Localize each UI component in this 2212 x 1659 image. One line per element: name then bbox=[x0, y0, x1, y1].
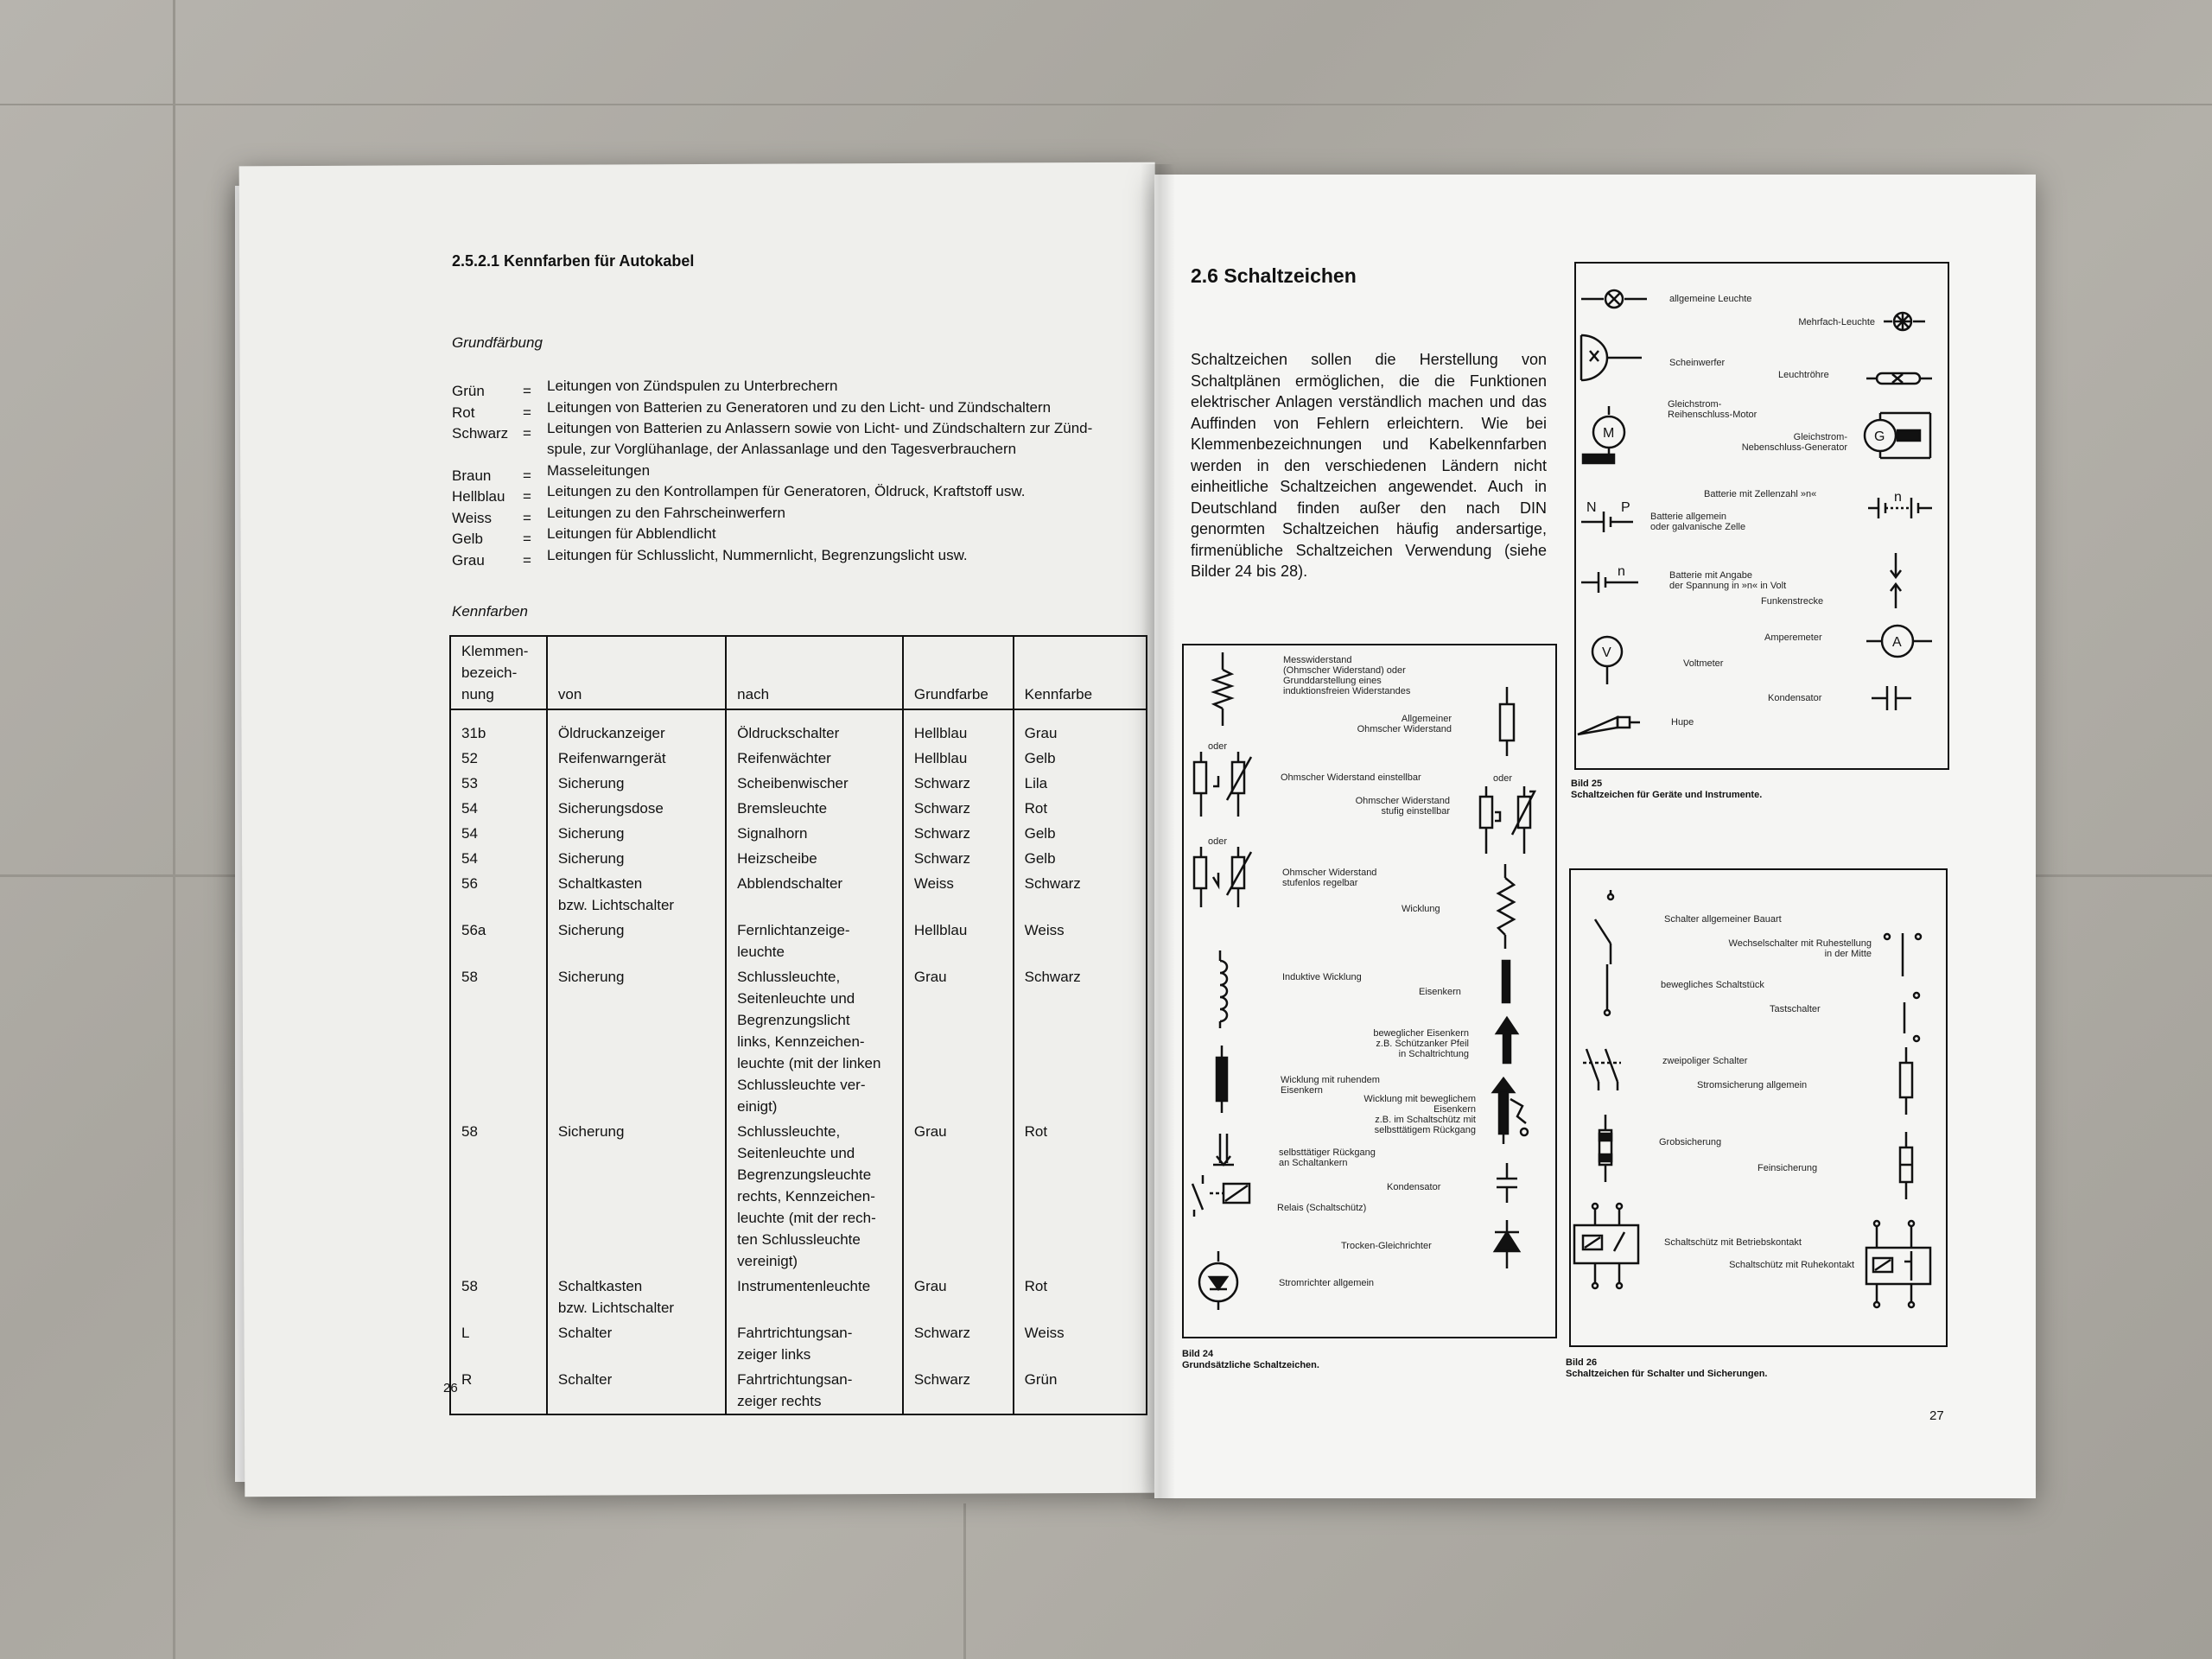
headlight-symbol bbox=[1578, 332, 1647, 384]
battery-n-pole-label: N bbox=[1586, 500, 1597, 515]
table-row bbox=[450, 771, 1147, 796]
battery-cells-symbol bbox=[1868, 489, 1937, 524]
table-cell: 54 bbox=[450, 821, 547, 846]
table-header-cell: Grundfarbe bbox=[903, 636, 1014, 709]
label-batterie-allgemein: Batterie allgemein oder galvanische Zelle bbox=[1650, 512, 1746, 532]
push-switch-symbol bbox=[1894, 987, 1929, 1047]
label-allgemeine-leuchte: allgemeine Leuchte bbox=[1669, 294, 1752, 304]
ammeter-a-label: A bbox=[1892, 635, 1902, 650]
label-schalter-allgemein: Schalter allgemeiner Bauart bbox=[1664, 914, 1782, 925]
table-cell: Sicherungsdose bbox=[547, 796, 726, 821]
usage-description: Leitungen zu den Kontrollampen für Generatoren, Öldruck, Kraftstoff usw. bbox=[547, 483, 1026, 499]
table-row bbox=[450, 746, 1147, 771]
table-row bbox=[450, 1119, 1147, 1274]
label-motor: Gleichstrom- Reihenschluss-Motor bbox=[1668, 399, 1758, 420]
capacitor-symbol-fig24 bbox=[1493, 1163, 1524, 1206]
coarse-fuse-symbol bbox=[1595, 1115, 1621, 1184]
label-oder-3: oder bbox=[1208, 836, 1228, 847]
label-mehrfach-leuchte: Mehrfach-Leuchte bbox=[1798, 317, 1875, 327]
figure-25-caption bbox=[1571, 779, 1762, 801]
label-induktive-wicklung: Induktive Wicklung bbox=[1282, 972, 1362, 982]
fluorescent-tube-symbol bbox=[1866, 370, 1936, 387]
table-cell: Weiss bbox=[1014, 918, 1147, 964]
page-number-left: 26 bbox=[443, 1381, 458, 1395]
color-name: Rot bbox=[452, 404, 475, 421]
label-widerstand-stufenlos: Ohmscher Widerstand stufenlos regelbar bbox=[1282, 868, 1377, 888]
usage-description: Leitungen von Batterien zu Generatoren und zu den Licht- und Zündschaltern bbox=[547, 398, 1052, 416]
table-cell: 54 bbox=[450, 796, 547, 821]
table-cell: 52 bbox=[450, 746, 547, 771]
figure-24-caption bbox=[1182, 1349, 1319, 1371]
table-cell: Reifenwarngerät bbox=[547, 746, 726, 771]
table-cell: Schwarz bbox=[903, 796, 1014, 821]
equals-sign: = bbox=[523, 467, 531, 484]
movable-iron-core-symbol bbox=[1493, 1018, 1524, 1066]
usage-description: Leitungen für Abblendlicht bbox=[547, 525, 716, 542]
label-voltmeter: Voltmeter bbox=[1683, 658, 1724, 669]
page-number-right: 27 bbox=[1929, 1408, 1944, 1423]
label-batterie-zellenzahl: Batterie mit Zellenzahl »n« bbox=[1704, 489, 1817, 499]
label-feinsicherung: Feinsicherung bbox=[1758, 1163, 1818, 1173]
label-grobsicherung: Grobsicherung bbox=[1659, 1137, 1722, 1147]
adjustable-resistor-symbol bbox=[1191, 752, 1260, 830]
kennfarben-heading: Kennfarben bbox=[452, 603, 528, 620]
usage-description: Leitungen zu den Fahrscheinwerfern bbox=[547, 504, 785, 521]
table-cell: Schwarz bbox=[1014, 871, 1147, 918]
winding-symbol bbox=[1495, 864, 1521, 950]
section-title-left: 2.5.2.1 Kennfarben für Autokabel bbox=[452, 252, 695, 270]
horn-symbol bbox=[1576, 709, 1645, 740]
measuring-resistor-symbol bbox=[1210, 652, 1244, 730]
table-cell: Schalter bbox=[547, 1320, 726, 1367]
label-schaltstueck: bewegliches Schaltstück bbox=[1661, 980, 1764, 990]
table-cell: Scheibenwischer bbox=[726, 771, 903, 796]
table-cell: Schwarz bbox=[903, 846, 1014, 871]
figure-25-caption-title: Bild 25 bbox=[1571, 779, 1603, 789]
battery-n-label: n bbox=[1894, 490, 1902, 505]
floor-tile-joint bbox=[963, 1503, 966, 1659]
table-cell: Rot bbox=[1014, 1274, 1147, 1320]
equals-sign: = bbox=[523, 425, 531, 442]
table-cell: Sicherung bbox=[547, 1119, 726, 1274]
table-cell: 58 bbox=[450, 964, 547, 1119]
usage-description: Leitungen von Zündspulen zu Unterbrechern bbox=[547, 378, 838, 394]
table-cell: Schalter bbox=[547, 1367, 726, 1414]
table-cell: Lila bbox=[1014, 771, 1147, 796]
color-name: Hellblau bbox=[452, 488, 505, 505]
table-cell: Öldruckschalter bbox=[726, 709, 903, 746]
winding-movable-core-symbol bbox=[1486, 1078, 1538, 1147]
figure-25-caption-text: Schaltzeichen für Geräte und Instrumente. bbox=[1571, 790, 1763, 800]
table-cell: Schwarz bbox=[903, 1320, 1014, 1367]
label-relais: Relais (Schaltschütz) bbox=[1277, 1203, 1367, 1213]
table-row bbox=[450, 964, 1147, 1119]
color-name: Grün bbox=[452, 383, 485, 399]
table-row bbox=[450, 846, 1147, 871]
usage-description: Leitungen für Schlusslicht, Nummernlicht, Begrenzungslicht usw. bbox=[547, 546, 968, 563]
equals-sign: = bbox=[523, 383, 531, 399]
generator-g-label: G bbox=[1874, 429, 1885, 444]
label-amperemeter: Amperemeter bbox=[1764, 632, 1822, 643]
table-cell: 56a bbox=[450, 918, 547, 964]
label-tastschalter: Tastschalter bbox=[1770, 1004, 1821, 1014]
lamp-general-symbol bbox=[1581, 289, 1650, 309]
table-header-row bbox=[450, 636, 1147, 709]
spark-gap-symbol bbox=[1884, 553, 1910, 608]
table-cell: Bremsleuchte bbox=[726, 796, 903, 821]
figure-26-caption bbox=[1566, 1357, 1768, 1380]
section-title-right: 2.6 Schaltzeichen bbox=[1191, 264, 1357, 287]
label-oder-2: oder bbox=[1493, 773, 1513, 784]
battery-voltage-n-label: n bbox=[1618, 564, 1625, 579]
table-cell: Sicherung bbox=[547, 771, 726, 796]
equals-sign: = bbox=[523, 404, 531, 421]
color-name: Weiss bbox=[452, 509, 492, 526]
table-cell: Weiss bbox=[903, 871, 1014, 918]
table-header-cell: Kennfarbe bbox=[1014, 636, 1147, 709]
equals-sign: = bbox=[523, 488, 531, 505]
label-ruhekontakt: Schaltschütz mit Ruhekontakt bbox=[1729, 1260, 1854, 1270]
label-leuchtroehre: Leuchtröhre bbox=[1778, 370, 1829, 380]
iron-core-symbol bbox=[1497, 961, 1522, 1013]
multi-lamp-symbol bbox=[1884, 311, 1936, 332]
equals-sign: = bbox=[523, 531, 531, 547]
label-wicklung-beweglich: Wicklung mit beweglichem Eisenkern z.B. im Schaltschütz mit selbsttätigem Rückgang bbox=[1363, 1094, 1476, 1135]
table-cell: Schaltkasten bzw. Lichtschalter bbox=[547, 871, 726, 918]
table-cell: Sicherung bbox=[547, 964, 726, 1119]
body-paragraph: Schaltzeichen sollen die Herstellung von Schaltplänen ermöglichen, die die Funktionen elektrischer Anlagen verständlich machen und das Auffinden von Fehlern erleichtern. Wie bei Klemmenbezeichnungen und Kabelkennfarben werden in den verschiedenen Ländern nicht einheitliche Schaltzeichen angewendet. Auch in Deutschland finden außer den nach DIN genormten Schaltzeichen häufig andersartige, firmenübliche Schaltzeichen Verwendung (siehe Bilder 24 bis 28). bbox=[1191, 351, 1547, 580]
figure-24-caption-title: Bild 24 bbox=[1182, 1349, 1214, 1359]
table-cell: Schlussleuchte, Seitenleuchte und Begrenzungslicht links, Kennzeichen- leuchte (mit der linken Schlussleuchte ver- einigt) bbox=[726, 964, 903, 1119]
table-cell: 58 bbox=[450, 1119, 547, 1274]
table-cell: Fahrtrichtungsan- zeiger rechts bbox=[726, 1367, 903, 1414]
label-wicklung-ruhend: Wicklung mit ruhendem Eisenkern bbox=[1281, 1075, 1380, 1096]
table-cell: 56 bbox=[450, 871, 547, 918]
label-stromsicherung: Stromsicherung allgemein bbox=[1697, 1080, 1808, 1090]
two-pole-switch-symbol bbox=[1580, 1033, 1640, 1094]
equals-sign: = bbox=[523, 509, 531, 526]
table-cell: Rot bbox=[1014, 1119, 1147, 1274]
table-cell: Hellblau bbox=[903, 709, 1014, 746]
usage-description: Masseleitungen bbox=[547, 461, 651, 479]
table-cell: Signalhorn bbox=[726, 821, 903, 846]
label-widerstand-stufig: Ohmscher Widerstand stufig einstellbar bbox=[1355, 796, 1450, 817]
table-cell: Grau bbox=[903, 1119, 1014, 1274]
figure-26-caption-title: Bild 26 bbox=[1566, 1357, 1598, 1368]
table-cell: Schwarz bbox=[903, 1367, 1014, 1414]
table-row bbox=[450, 1274, 1147, 1320]
label-widerstand-einstellbar: Ohmscher Widerstand einstellbar bbox=[1281, 772, 1421, 783]
table-cell: L bbox=[450, 1320, 547, 1367]
voltmeter-v-label: V bbox=[1602, 645, 1611, 660]
table-cell: Fahrtrichtungsan- zeiger links bbox=[726, 1320, 903, 1367]
table-row bbox=[450, 709, 1147, 746]
table-row bbox=[450, 1367, 1147, 1414]
dc-generator-symbol bbox=[1863, 410, 1941, 470]
table-cell: Sicherung bbox=[547, 821, 726, 846]
label-hupe: Hupe bbox=[1671, 717, 1694, 728]
table-cell: 54 bbox=[450, 846, 547, 871]
color-name: Gelb bbox=[452, 531, 483, 547]
table-cell: Grau bbox=[903, 1274, 1014, 1320]
table-cell: Schaltkasten bzw. Lichtschalter bbox=[547, 1274, 726, 1320]
label-generator: Gleichstrom- Nebenschluss-Generator bbox=[1741, 432, 1847, 453]
table-cell: Grün bbox=[1014, 1367, 1147, 1414]
label-scheinwerfer: Scheinwerfer bbox=[1669, 358, 1726, 368]
winding-fixed-core-symbol bbox=[1208, 1046, 1243, 1115]
relay-symbol bbox=[1184, 1166, 1262, 1218]
table-cell: Reifenwächter bbox=[726, 746, 903, 771]
table-cell: 53 bbox=[450, 771, 547, 796]
switch-general-symbol bbox=[1590, 890, 1624, 968]
battery-voltage-symbol bbox=[1581, 563, 1650, 598]
table-cell: Weiss bbox=[1014, 1320, 1147, 1367]
table-cell: Sicherung bbox=[547, 918, 726, 964]
table-row bbox=[450, 918, 1147, 964]
stepped-resistor-symbol bbox=[1474, 786, 1543, 860]
kennfarben-table bbox=[449, 635, 1147, 1415]
table-row bbox=[450, 796, 1147, 821]
label-wechselschalter: Wechselschalter mit Ruhestellung in der Mitte bbox=[1728, 938, 1872, 959]
label-funkenstrecke: Funkenstrecke bbox=[1761, 596, 1824, 607]
label-beweglicher-eisenkern: beweglicher Eisenkern z.B. Schützanker Pfeil in Schaltrichtung bbox=[1373, 1028, 1469, 1059]
label-oder-1: oder bbox=[1208, 741, 1228, 752]
dc-motor-symbol bbox=[1580, 406, 1640, 475]
label-zweipoliger-schalter: zweipoliger Schalter bbox=[1662, 1056, 1748, 1066]
table-cell: Instrumentenleuchte bbox=[726, 1274, 903, 1320]
label-messwiderstand: Messwiderstand (Ohmscher Widerstand) oder Grunddarstellung eines induktionsfreien Widerstandes bbox=[1283, 655, 1411, 696]
table-cell: Gelb bbox=[1014, 821, 1147, 846]
table-row bbox=[450, 1320, 1147, 1367]
inductive-winding-symbol bbox=[1206, 950, 1241, 1028]
dry-rectifier-symbol bbox=[1491, 1220, 1526, 1272]
resistor-general-symbol bbox=[1497, 687, 1522, 756]
color-name: Grau bbox=[452, 551, 485, 569]
table-cell: Schwarz bbox=[1014, 964, 1147, 1119]
table-cell: Schwarz bbox=[903, 771, 1014, 796]
figure-24-caption-text: Grundsätzliche Schaltzeichen. bbox=[1182, 1360, 1319, 1370]
label-eisenkern: Eisenkern bbox=[1419, 987, 1461, 997]
motor-m-label: M bbox=[1603, 426, 1615, 441]
table-header-cell: nach bbox=[726, 636, 903, 709]
table-cell: Gelb bbox=[1014, 846, 1147, 871]
table-cell: Rot bbox=[1014, 796, 1147, 821]
table-cell: Gelb bbox=[1014, 746, 1147, 771]
usage-description: spule, zur Vorglühanlage, der Anlassanlage und den Tagesverbrauchern bbox=[547, 441, 1017, 457]
label-wicklung: Wicklung bbox=[1402, 904, 1440, 914]
floor-tile-joint bbox=[0, 104, 2212, 105]
table-cell: Schwarz bbox=[903, 821, 1014, 846]
table-cell: Hellblau bbox=[903, 918, 1014, 964]
table-row bbox=[450, 821, 1147, 846]
table-header-cell: von bbox=[547, 636, 726, 709]
label-kondensator-fig24: Kondensator bbox=[1387, 1182, 1441, 1192]
changeover-switch-symbol bbox=[1882, 928, 1925, 980]
table-cell: Grau bbox=[1014, 709, 1147, 746]
table-cell: R bbox=[450, 1367, 547, 1414]
table-row bbox=[450, 871, 1147, 918]
table-cell: Öldruckanzeiger bbox=[547, 709, 726, 746]
table-cell: 31b bbox=[450, 709, 547, 746]
table-cell: Sicherung bbox=[547, 846, 726, 871]
grundfaerbung-heading: Grundfärbung bbox=[452, 334, 543, 351]
usage-description: Leitungen von Batterien zu Anlassern sowie von Licht- und Zündschaltern zur Zünd- bbox=[547, 420, 1093, 436]
label-selbsttaetiger-rueckgang: selbsttätiger Rückgang an Schaltankern bbox=[1279, 1147, 1376, 1168]
contactor-rest-contact-symbol bbox=[1863, 1217, 1936, 1312]
battery-p-pole-label: P bbox=[1621, 500, 1630, 515]
label-betriebskontakt: Schaltschütz mit Betriebskontakt bbox=[1664, 1237, 1802, 1248]
table-cell: Abblendschalter bbox=[726, 871, 903, 918]
table-cell: Fernlichtanzeige- leuchte bbox=[726, 918, 903, 964]
rectifier-general-symbol bbox=[1196, 1251, 1248, 1312]
table-cell: Grau bbox=[903, 964, 1014, 1119]
contactor-operating-contact-symbol bbox=[1571, 1199, 1643, 1294]
color-name: Braun bbox=[452, 467, 492, 484]
table-cell: Schlussleuchte, Seitenleuchte und Begrenzungsleuchte rechts, Kennzeichen- leuchte (mit der rech- ten Schlussleuchte vereinigt) bbox=[726, 1119, 903, 1274]
ammeter-symbol bbox=[1866, 624, 1936, 658]
table-cell: Hellblau bbox=[903, 746, 1014, 771]
table-cell: 58 bbox=[450, 1274, 547, 1320]
movable-contact-symbol bbox=[1595, 964, 1621, 1016]
label-kondensator-fig25: Kondensator bbox=[1768, 693, 1822, 703]
color-name: Schwarz bbox=[452, 425, 509, 442]
label-batterie-spannung: Batterie mit Angabe der Spannung in »n« in Volt bbox=[1669, 570, 1787, 591]
label-trocken-gleichrichter: Trocken-Gleichrichter bbox=[1341, 1241, 1432, 1251]
table-header-cell: Klemmen- bezeich- nung bbox=[450, 636, 547, 709]
fuse-general-symbol bbox=[1896, 1047, 1922, 1116]
fine-fuse-symbol bbox=[1896, 1132, 1922, 1201]
floor-tile-joint bbox=[173, 0, 175, 1659]
label-allgemeiner-widerstand: Allgemeiner Ohmscher Widerstand bbox=[1357, 714, 1452, 734]
voltmeter-symbol bbox=[1590, 636, 1624, 688]
battery-general-symbol bbox=[1581, 499, 1642, 534]
label-stromrichter: Stromrichter allgemein bbox=[1279, 1278, 1375, 1288]
table-cell: Heizscheibe bbox=[726, 846, 903, 871]
capacitor-symbol-fig25 bbox=[1872, 683, 1915, 714]
equals-sign: = bbox=[523, 551, 531, 569]
continuous-resistor-symbol bbox=[1191, 847, 1260, 916]
figure-26-caption-text: Schaltzeichen für Schalter und Sicherungen. bbox=[1566, 1369, 1768, 1379]
